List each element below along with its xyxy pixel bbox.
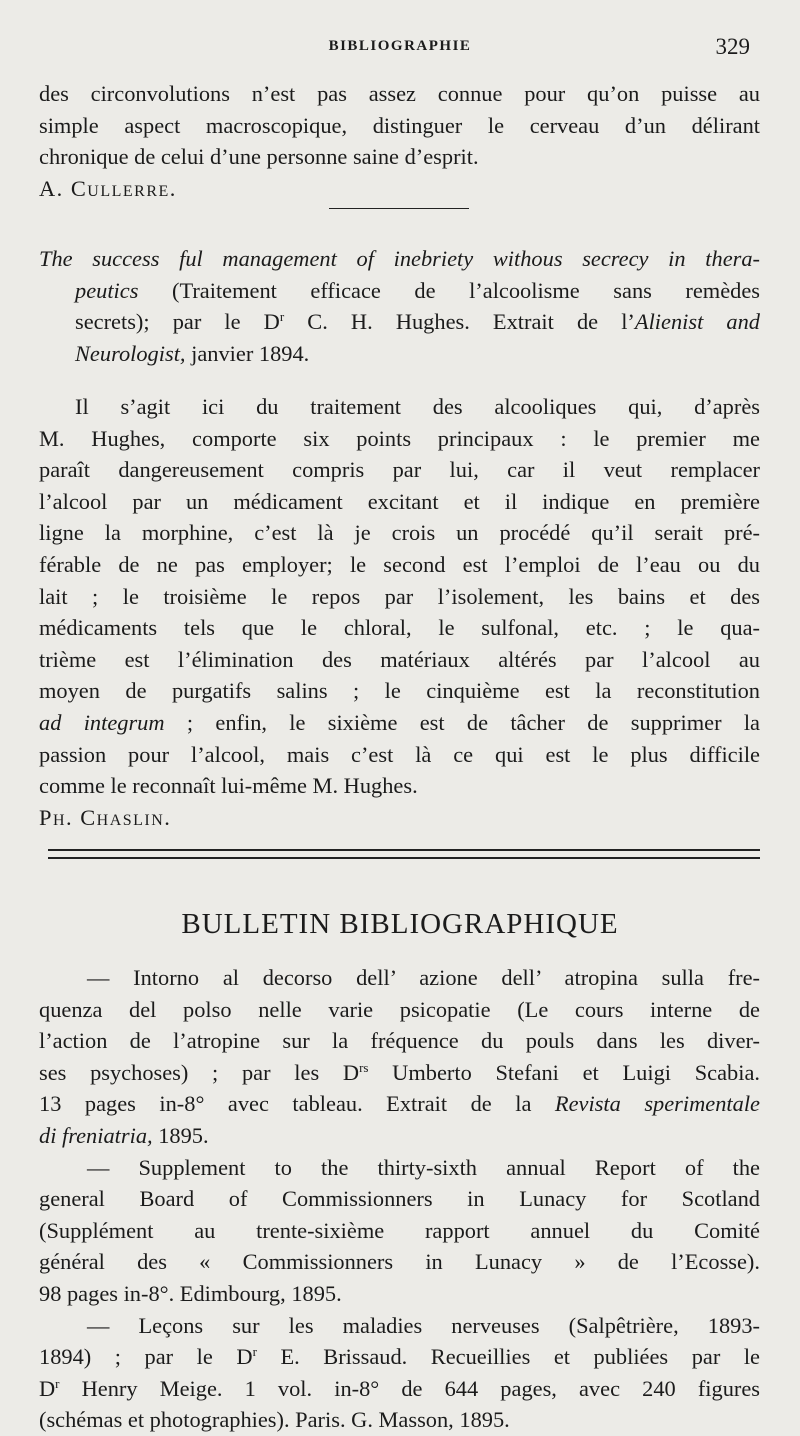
entry-line: (Supplément au trente-sixième rapport annuel du Comité	[39, 1217, 760, 1243]
text-line: chronique de celui d’une personne saine d’esprit.	[39, 144, 479, 170]
text-line: moyen de purgatifs salins ; le cinquième est la reconstitution	[39, 678, 760, 704]
review-title-italic: The success ful management of inebriety withous secrecy in thera-	[39, 246, 760, 271]
text-line: M. Hughes, comporte six points principaux : le premier me	[39, 425, 760, 451]
text-line: comme le reconnaît lui-même M. Hughes.	[39, 773, 418, 799]
text-line: ad integrum ; enfin, le sixième est de tâcher de supprimer la	[39, 709, 760, 735]
entry-line: 98 pages in-8°. Edimbourg, 1895.	[39, 1280, 342, 1306]
entry-line: l’action de l’atropine sur la fréquence du pouls dans les diver-	[39, 1028, 760, 1054]
page-number: 329	[715, 34, 750, 59]
page-header	[0, 34, 800, 62]
text-line: Il s’agit ici du traitement des alcooliques qui, d’après	[75, 394, 760, 419]
text-line: ligne la morphine, c’est là je crois un procédé qu’il serait pré-	[39, 520, 760, 546]
author-signature: Ph. Chaslin.	[39, 804, 172, 830]
review-title-line: secrets); par le $D^r$ C. H. Hughes. Extrait de l’Alienist and	[75, 309, 760, 335]
text-line: simple aspect macroscopique, distinguer le cerveau d’un délirant	[39, 112, 760, 138]
entry-line: — Supplement to the thirty-sixth annual Report of the	[87, 1154, 760, 1180]
review-1-ending	[39, 78, 760, 204]
double-rule-divider	[48, 849, 760, 859]
text-line: férable de ne pas employer; le second est l’emploi de l’eau ou du	[39, 551, 760, 577]
entry-line: — Intorno al decorso dell’ azione dell’ atropina sulla fre-	[87, 965, 760, 990]
review-title-line: peutics (Traitement efficace de l’alcoolisme sans remèdes	[75, 277, 760, 303]
entry-line: général des « Commissionners in Lunacy » de l’Ecosse).	[39, 1249, 760, 1275]
text-line: des circonvolutions n’est pas assez connue pour qu’on puisse au	[39, 81, 760, 106]
entry-line: quenza del polso nelle varie psicopatie (Le cours interne de	[39, 996, 760, 1022]
review-2-body	[39, 391, 760, 833]
section-rule	[329, 208, 469, 209]
entry-line: general Board of Commissionners in Lunacy for Scotland	[39, 1186, 760, 1212]
entry-line: ses psychoses) ; par les $D^{rs}$ Umberto Stefani et Luigi Scabia.	[39, 1059, 760, 1085]
running-head: BIBLIOGRAPHIE	[328, 38, 472, 54]
entry-line: 13 pages in-8° avec tableau. Extrait de la Revista sperimentale	[39, 1091, 760, 1117]
entry-line: di freniatria, 1895.	[39, 1122, 209, 1148]
entry-line: $D^r$ Henry Meige. 1 vol. in-8° de 644 pages, avec 240 figures	[39, 1375, 760, 1401]
entry-line: (schémas et photographies). Paris. G. Masson, 1895.	[39, 1407, 510, 1433]
text-line: l’alcool par un médicament excitant et il indique en première	[39, 488, 760, 514]
text-line: trième est l’élimination des matériaux altérés par l’alcool au	[39, 646, 760, 672]
text-line: médicaments tels que le chloral, le sulfonal, etc. ; le qua-	[39, 615, 760, 641]
review-2	[39, 243, 760, 369]
review-title-line	[39, 243, 760, 275]
bulletin-entries	[39, 962, 760, 1436]
bulletin-title: BULLETIN BIBLIOGRAPHIQUE	[181, 908, 619, 940]
entry-line: — Leçons sur les maladies nerveuses (Salpêtrière, 1893-	[87, 1312, 760, 1338]
text-line: passion pour l’alcool, mais c’est là ce qui est le plus difficile	[39, 741, 760, 767]
text-line: paraît dangereusement compris par lui, car il veut remplacer	[39, 457, 760, 483]
text-line: lait ; le troisième le repos par l’isolement, les bains et des	[39, 583, 760, 609]
entry-line: 1894) ; par le $D^r$ E. Brissaud. Recueillies et publiées par le	[39, 1344, 760, 1370]
review-title-line: Neurologist, janvier 1894.	[75, 340, 310, 366]
author-signature: A. Cullerre.	[39, 175, 177, 201]
